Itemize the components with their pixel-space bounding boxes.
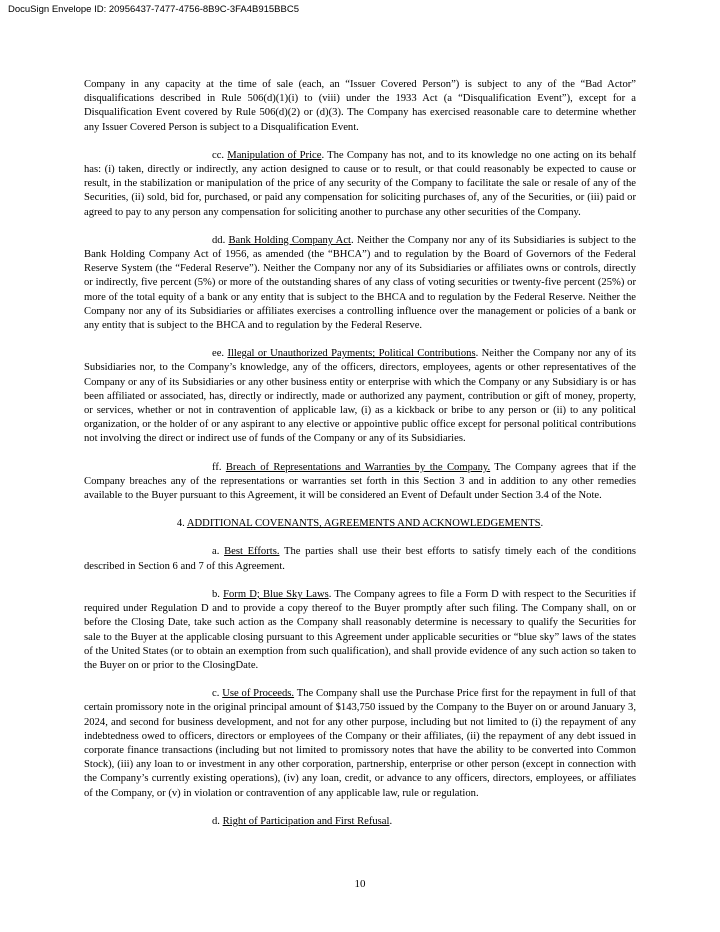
paragraph-b xyxy=(84,588,636,673)
paragraph-heading: Best Efforts. xyxy=(224,546,280,558)
paragraph-label: a. xyxy=(212,546,220,558)
paragraph-label: d. xyxy=(212,815,220,827)
paragraph-label: cc. xyxy=(212,149,225,161)
paragraph-a xyxy=(84,545,636,573)
paragraph-label: dd. xyxy=(212,234,226,246)
paragraph-label: b. xyxy=(212,588,220,600)
paragraph-heading: Right of Participation and First Refusal xyxy=(222,815,390,827)
paragraph-heading: Manipulation of Price xyxy=(227,149,322,161)
paragraph-ee xyxy=(84,347,636,446)
section-period: . xyxy=(540,518,544,530)
paragraph-c xyxy=(84,687,636,801)
paragraph-text: . Neither the Company nor any of its Subsidiaries nor, to the Company’s knowledge, any of the officers, directors, employees, agents or other representatives of the Company or any of its Subsidiaries or any other business entity or enterprise with which the Company or any Subsidiary is or has been affiliated or associated, has, directly or indirectly, made or authorized any payment, contribution or gift of money, property, or services, whether or not in contravention of applicable law, (i) as a kickback or bribe to any person or (ii) to any political organization, or the holder of or any aspirant to any elective or appointive public office except for personal political contributions not involving the direct or indirect use of funds of the Company or any of its Subsidiaries. xyxy=(84,348,637,445)
paragraph-text: The parties shall use their best efforts to satisfy timely each of the conditions described in Section 6 and 7 of this Agreement. xyxy=(84,546,637,572)
section-title: ADDITIONAL COVENANTS, AGREEMENTS AND ACKNOWLEDGEMENTS xyxy=(186,518,541,530)
paragraph-label: ff. xyxy=(212,461,222,473)
paragraph-dd xyxy=(84,234,636,333)
paragraph-heading: Illegal or Unauthorized Payments; Political Contributions xyxy=(227,348,476,360)
paragraph-heading: Form D; Blue Sky Laws xyxy=(223,588,329,600)
paragraph-ff xyxy=(84,461,636,504)
document-body xyxy=(84,78,636,843)
paragraph-text: The Company agrees that if the Company breaches any of the representations or warranties set forth in this Section 3 and in addition to any other remedies available to the Buyer pursuant to this Agreement, it will be considered an Event of Default under Section 3.4 of the Note. xyxy=(84,461,636,502)
paragraph-heading: Bank Holding Company Act xyxy=(228,234,351,246)
paragraph-cc xyxy=(84,149,636,220)
paragraph-heading: Use of Proceeds. xyxy=(222,688,295,700)
paragraph-bb-continued: Company in any capacity at the time of sale (each, an “Issuer Covered Person”) is subject to any of the “Bad Actor” disqualifications described in Rule 506(d)(1)(i) to (viii) under the 1933 Act (a “Disqualification Event”), except for a Disqualification Event covered by Rule 506(d)(2) or (d)(3). The Company has exercised reasonable care to determine whether any Issuer Covered Person is subject to a Disqualification Event. xyxy=(84,79,636,133)
paragraph-text: . The Company agrees to file a Form D with respect to the Securities if required under Regulation D and to provide a copy thereof to the Buyer promptly after such filing. The Company shall, on or before the Closing Date, take such action as the Company shall reasonably determine is necessary to qualify the Securities for sale to the Buyer at the applicable closing pursuant to this Agreement under applicable securities or “blue sky” laws of the states of the United States (or to obtain an exemption from such qualification), and shall provide evidence of any such action so taken to the Buyer on or prior to the ClosingDate. xyxy=(84,588,636,671)
paragraph-label: ee. xyxy=(212,348,225,360)
paragraph-text: . Neither the Company nor any of its Subsidiaries is subject to the Bank Holding Company Act of 1956, as amended (the “BHCA”) and to regulation by the Board of Governors of the Federal Reserve System (the “Federal Reserve”). Neither the Company nor any of its Subsidiaries or affiliates owns or controls, directly or indirectly, five percent (5%) or more of the outstanding shares of any class of voting securities or twenty-five percent (25%) or more of the total equity of a bank or any entity that is subject to the BHCA and to regulation by the Federal Reserve. Neither the Company nor any of its Subsidiaries or affiliates exercises a controlling influence over the management or policies of a bank or any entity that is subject to the BHCA and to regulation by the Federal Reserve. xyxy=(84,234,636,332)
paragraph-text: . xyxy=(389,815,393,827)
paragraph-heading: Breach of Representations and Warranties by the Company. xyxy=(225,461,491,473)
docusign-envelope-id: DocuSign Envelope ID: 20956437-7477-4756-8B9C-3FA4B915BBC5 xyxy=(8,4,300,15)
paragraph-label: c. xyxy=(212,688,220,700)
paragraph-d xyxy=(84,815,636,829)
paragraph-text: . The Company has not, and to its knowledge no one acting on its behalf has: (i) taken, directly or indirectly, any action designed to cause or to result, or that could reasonably be expected to cause or result, in the stabilization or manipulation of the price of any security of the Company to facilitate the sale or resale of any of the Securities, (ii) sold, bid for, purchased, or paid any compensation for soliciting purchases of, any of the Securities, or (iii) paid or agreed to pay to any person any compensation for soliciting another to purchase any other securities of the Company. xyxy=(84,149,636,218)
section-label: 4. xyxy=(176,518,185,530)
paragraph-text: The Company shall use the Purchase Price first for the repayment in full of that certain promissory note in the original principal amount of $143,750 issued by the Company to the Buyer on or around January 3, 2024, and second for business development, and not for any other purpose, including but not limited to (i) the repayment of any indebtedness owed to officers, directors or employees of the Company or their affiliates, (ii) the repayment of any debt issued in corporate finance transactions (including but not limited to promissory notes that have the ability to be converted into Common Stock), (iii) any loan to or investment in any other corporation, partnership, enterprise or other person (except in connection with the Company’s currently existing operations), (iv) any loan, credit, or advance to any officers, directors, employees, or affiliates of the Company, or (v) in violation or contravention of any applicable law, rule or regulation. xyxy=(84,688,636,799)
page-number: 10 xyxy=(354,878,366,890)
section-4-heading xyxy=(84,517,636,531)
